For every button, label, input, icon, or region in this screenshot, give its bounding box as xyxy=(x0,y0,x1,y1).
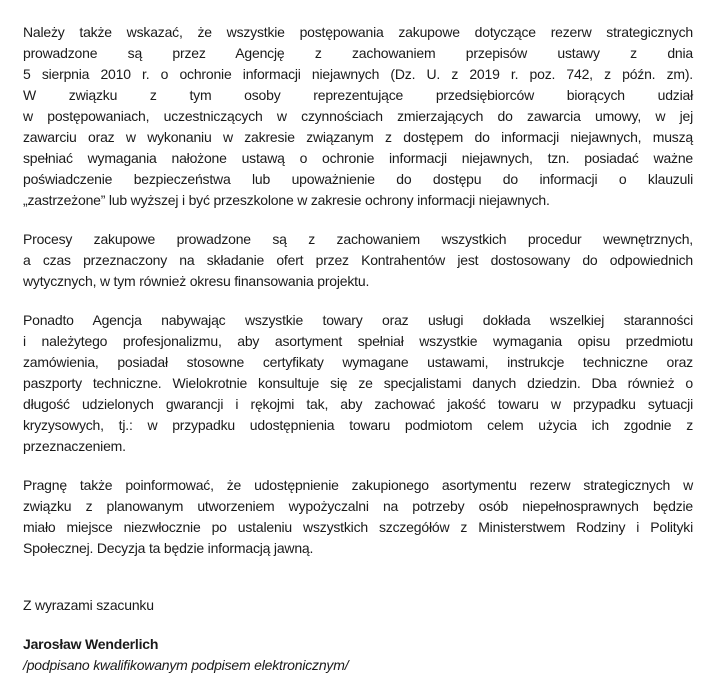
text-line: miało miejsce niezwłocznie po ustaleniu wszystkich szczegółów z Ministerstwem Rodziny i Polityki xyxy=(23,519,693,535)
text-line: Jarosław Wenderlich xyxy=(23,636,159,652)
text-line: Procesy zakupowe prowadzone są z zachowaniem wszystkich procedur wewnętrznych, xyxy=(23,231,693,247)
closing xyxy=(23,595,693,616)
text-line: zamówienia, posiadał stosowne certyfikaty wymagane ustawami, instrukcje techniczne oraz xyxy=(23,354,693,370)
text-line: Społecznej. Decyzja ta będzie informacją jawną. xyxy=(23,540,314,556)
text-line: /podpisano kwalifikowanym podpisem elektronicznym/ xyxy=(23,657,349,673)
paragraph xyxy=(23,310,693,457)
signature-note xyxy=(23,655,693,676)
paragraph xyxy=(23,475,693,559)
text-line: długość udzielonych gwarancji i rękojmi tak, aby zachować jakość towaru w przypadku sytuacji xyxy=(23,396,693,412)
text-line: zawarciu oraz w wykonaniu w zakresie związanym z dostępem do informacji niejawnych, muszą xyxy=(23,129,693,145)
text-line: 5 sierpnia 2010 r. o ochronie informacji niejawnych (Dz. U. z 2019 r. poz. 742, z późn. zm). xyxy=(23,66,693,82)
text-line: a czas przeznaczony na składanie ofert przez Kontrahentów jest dostosowany do odpowiednich xyxy=(23,252,693,268)
text-line: spełniać wymagania nałożone ustawą o ochronie informacji niejawnych, tzn. posiadać ważne xyxy=(23,150,693,166)
text-line: Pragnę także poinformować, że udostępnienie zakupionego asortymentu rezerw strategicznych w xyxy=(23,477,693,493)
text-line: poświadczenie bezpieczeństwa lub upoważnienie do dostępu do informacji o klauzuli xyxy=(23,171,693,187)
text-line: prowadzone są przez Agencję z zachowaniem przepisów ustawy z dnia xyxy=(23,45,693,61)
text-line: przeznaczeniem. xyxy=(23,438,126,454)
text-line: „zastrzeżone” lub wyższej i być przeszkolone w zakresie ochrony informacji niejawnych. xyxy=(23,192,550,208)
text-line: paszporty techniczne. Wielokrotnie konsultuje się ze specjalistami danych dziedzin. Dba również o xyxy=(23,375,693,391)
signature-name xyxy=(23,634,693,655)
paragraph xyxy=(23,22,693,211)
paragraph xyxy=(23,229,693,292)
text-line: Z wyrazami szacunku xyxy=(23,597,154,613)
document-body xyxy=(23,22,693,676)
text-line: w postępowaniach, uczestniczących w czynnościach zmierzających do zawarcia umowy, w jej xyxy=(23,108,693,124)
text-line: związku z planowanym utworzeniem wypożyczalni na potrzeby osób niepełnosprawnych będzie xyxy=(23,498,693,514)
text-line: Należy także wskazać, że wszystkie postępowania zakupowe dotyczące rezerw strategicznych xyxy=(23,24,693,40)
text-line: W związku z tym osoby reprezentujące przedsiębiorców biorących udział xyxy=(23,87,693,103)
text-line: i należytego profesjonalizmu, aby asortyment spełniał wszystkie wymagania opisu przedmiotu xyxy=(23,333,693,349)
text-line: kryzysowych, tj.: w przypadku udostępnienia towaru podmiotom celem użycia ich zgodnie z xyxy=(23,417,693,433)
text-line: wytycznych, w tym również okresu finansowania projektu. xyxy=(23,273,370,289)
text-line: Ponadto Agencja nabywając wszystkie towary oraz usługi dokłada wszelkiej staranności xyxy=(23,312,693,328)
